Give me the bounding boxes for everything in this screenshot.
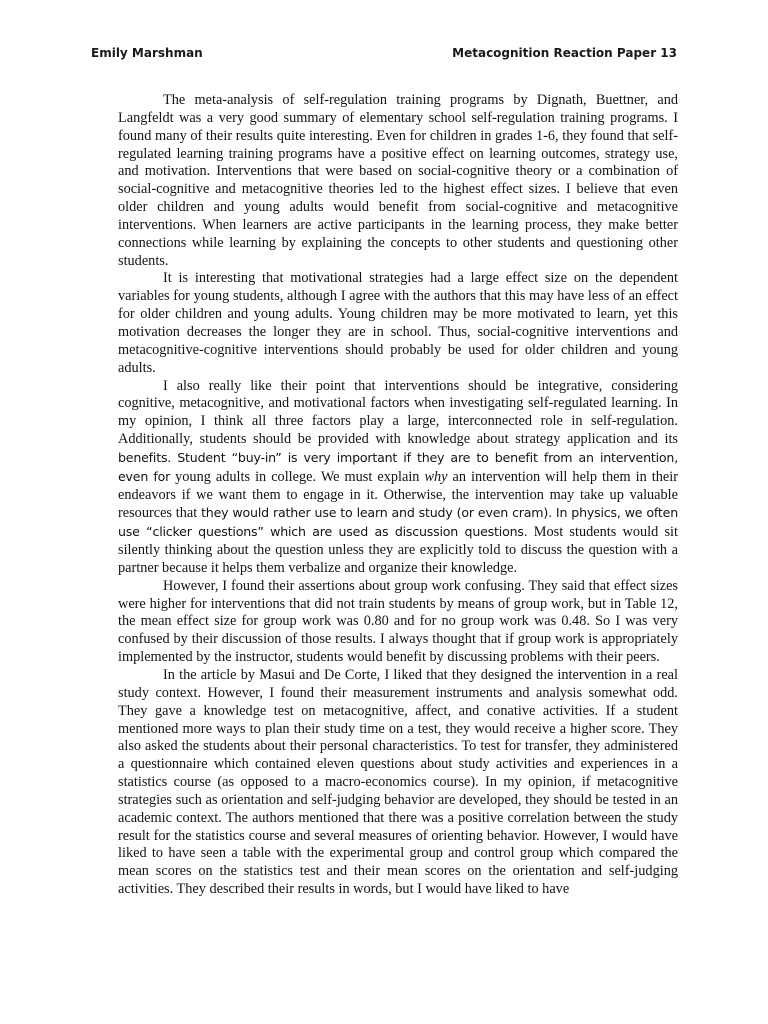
paper-title: Metacognition Reaction Paper 13 (452, 46, 677, 60)
page-header (91, 46, 677, 68)
paragraph-3-emphasis: why (424, 468, 448, 485)
paragraph-3-text-e: an intervention will help them in their endeavors if we want them to engage in it. Otherwise, the intervention may take up valuable resources that (118, 468, 679, 522)
paragraph-3 (118, 378, 678, 578)
paragraph-3-text-a: I also really like their point that interventions should be integrative, considering cognitive, metacognitive, and motivational factors when investigating self-regulated learning. In my opinion, I think all three factors play a large, interconnected role in self-regulation. Additionally, students should be provided with knowledge about strategy application and its (118, 377, 678, 448)
paragraph-4: However, I found their assertions about group work confusing. They said that effect sizes were higher for interventions that did not train students by means of group work, but in Table 12, the mean effect size for group work was 0.80 and for no group work was 0.48. So I was very confused by their discussion of those results. I always thought that if group work is appropriately implemented by the instructor, students would benefit by discussing problems with their peers. (118, 577, 678, 666)
paragraph-5: In the article by Masui and De Corte, I liked that they designed the intervention in a real study context. However, I found their measurement instruments and analysis somewhat odd. They gave a knowledge test on metacognitive, affect, and conative activities. If a student mentioned more ways to plan their study time on a test, they would receive a higher score. They also asked the students about their personal characteristics. To test for transfer, they administered a questionnaire which contained eleven questions about study activities and experiences in a statistics course (as opposed to a macro-economics course). In my opinion, if metacognitive strategies such as orientation and self-judging behavior are developed, they should be tested in an academic context. The authors mentioned that there was a positive correlation between the study result for the statistics course and several measures of orienting behavior. However, I would have liked to have seen a table with the experimental group and control group which compared the mean scores on the statistics test and their mean scores on the orientation and self-judging activities. They described their results in words, but I would have liked to have (118, 667, 678, 898)
author-name: Emily Marshman (91, 46, 203, 60)
paragraph-3-text-b: benefits. Student “buy-in” is very important if they are to benefit from an intervention, even for (118, 449, 678, 484)
paragraph-2: It is interesting that motivational strategies had a large effect size on the dependent variables for young students, although I agree with the authors that this may have less of an effect for older children and young adults. Young children may be more motivated to learn, yet this motivation decreases the longer they are in school. Thus, social-cognitive interventions and metacognitive-cognitive interventions should probably be used for older children and young adults. (118, 270, 678, 376)
body-text (118, 92, 678, 899)
paragraph-3-text-f: they would rather use to learn and study (or even cram). In physics, we often use “clicker questions” which are used as discussion questions. (118, 505, 678, 540)
paragraph-3-text-c: young adults in college. We must explain (170, 468, 425, 485)
paragraph-3-text-g: Most students would sit silently thinking about the question unless they are explicitly told to discuss the question with a partner because it helps them verbalize and organize their knowledge. (118, 524, 678, 576)
paragraph-1: The meta-analysis of self-regulation training programs by Dignath, Buettner, and Langfeldt was a very good summary of elementary school self-regulation training programs. I found many of their results quite interesting. Even for children in grades 1-6, they found that self-regulated learning training programs have a positive effect on learning outcomes, strategy use, and motivation. Interventions that were based on social-cognitive theory or a combination of social-cognitive and metacognitive theories led to the highest effect sizes. I believe that even older children and young adults would benefit from social-cognitive and metacognitive interventions. When learners are active participants in the learning process, they make better connections while learning by explaining the concepts to other students and questioning other students. (118, 92, 678, 269)
